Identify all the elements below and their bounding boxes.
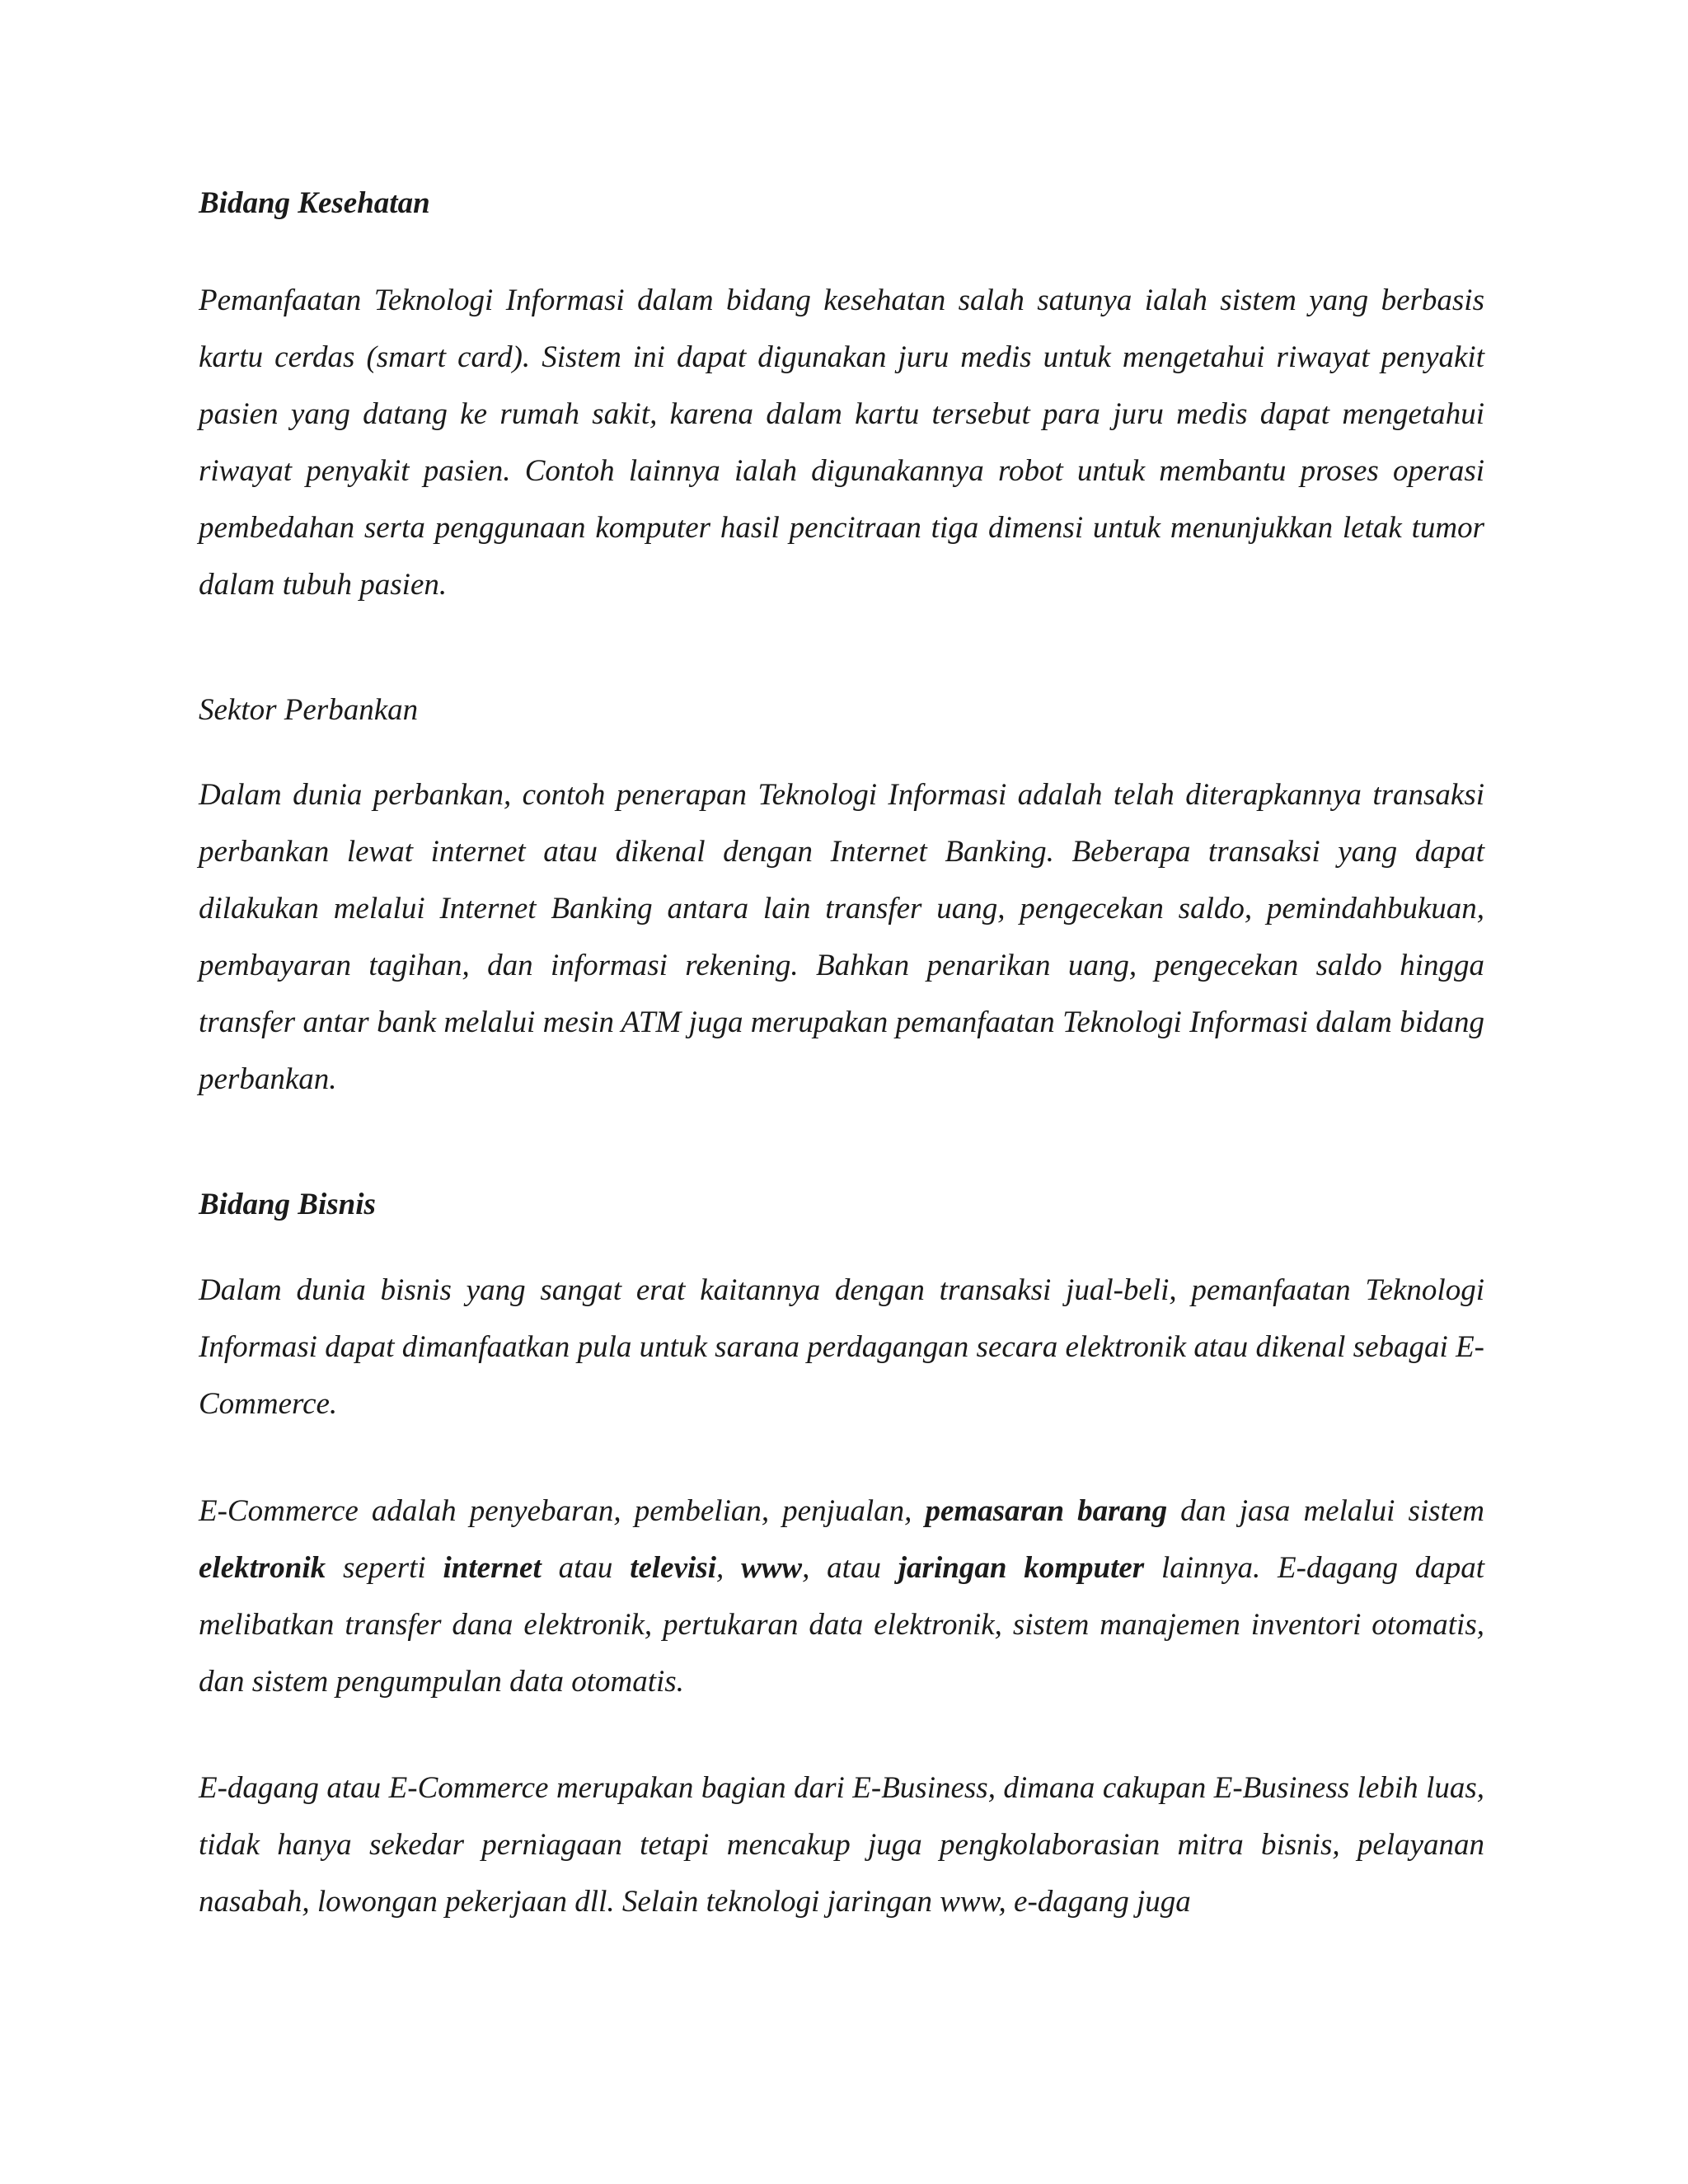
heading-bidang-bisnis: Bidang Bisnis: [199, 1188, 376, 1221]
paragraph-ebusiness: E-dagang atau E-Commerce merupakan bagian dari E-Business, dimana cakupan E-Business lebih luas, tidak hanya sekedar perniagaan tetapi mencakup juga pengkolaborasian mitra bisnis, pelayanan nasabah, lowongan pekerjaan dll. Selain teknologi jaringan www, e-dagang juga: [199, 1771, 1484, 1919]
paragraph-perbankan: Dalam dunia perbankan, contoh penerapan Teknologi Informasi adalah telah diterapkannya transaksi perbankan lewat internet atau dikenal dengan Internet Banking. Beberapa transaksi yang dapat dilakukan melalui Internet Banking antara lain transfer uang, pengecekan saldo, pemindahbukuan, pembayaran tagihan, dan informasi rekening. Bahkan penarikan uang, pengecekan saldo hingga transfer antar bank melalui mesin ATM juga merupakan pemanfaatan Teknologi Informasi dalam bidang perbankan.: [199, 778, 1484, 1096]
text-run: seperti: [326, 1551, 443, 1585]
text-run: lainnya. E-dagang dapat melibatkan transfer dana elektronik, pertukaran data elektronik, sistem manajemen inventori otomatis, dan sistem pengumpulan data otomatis.: [199, 1551, 1485, 1699]
text-run: atau: [541, 1551, 631, 1585]
text-run: dan jasa melalui sistem: [1167, 1494, 1484, 1528]
heading-sektor-perbankan: Sektor Perbankan: [199, 693, 419, 727]
bold-term-internet: internet: [443, 1551, 542, 1585]
text-run: ,: [715, 1551, 742, 1585]
heading-bidang-kesehatan: Bidang Kesehatan: [199, 186, 430, 220]
text-run: E-Commerce adalah penyebaran, pembelian, penjualan,: [199, 1494, 926, 1528]
paragraph-kesehatan: Pemanfaatan Teknologi Informasi dalam bidang kesehatan salah satunya ialah sistem yang berbasis kartu cerdas (smart card). Sistem ini dapat digunakan juru medis untuk mengetahui riwayat penyakit pasien yang datang ke rumah sakit, karena dalam kartu tersebut para juru medis dapat mengetahui riwayat penyakit pasien. Contoh lainnya ialah digunakannya robot untuk membantu proses operasi pembedahan serta penggunaan komputer hasil pencitraan tiga dimensi untuk menunjukkan letak tumor dalam tubuh pasien.: [199, 284, 1484, 602]
bold-term-elektronik: elektronik: [199, 1551, 326, 1585]
bold-term-pemasaran-barang: pemasaran barang: [925, 1494, 1168, 1528]
text-run: , atau: [802, 1551, 898, 1585]
paragraph-bisnis-ecommerce-intro: Dalam dunia bisnis yang sangat erat kaitannya dengan transaksi jual-beli, pemanfaatan Teknologi Informasi dapat dimanfaatkan pula untuk sarana perdagangan secara elektronik atau dikenal sebagai E-Commerce.: [199, 1273, 1484, 1421]
bold-term-jaringan-komputer: jaringan komputer: [898, 1551, 1145, 1585]
bold-term-televisi: televisi: [630, 1551, 716, 1585]
paragraph-ecommerce-definition: [199, 1483, 1484, 1710]
bold-term-www: www: [741, 1551, 803, 1585]
